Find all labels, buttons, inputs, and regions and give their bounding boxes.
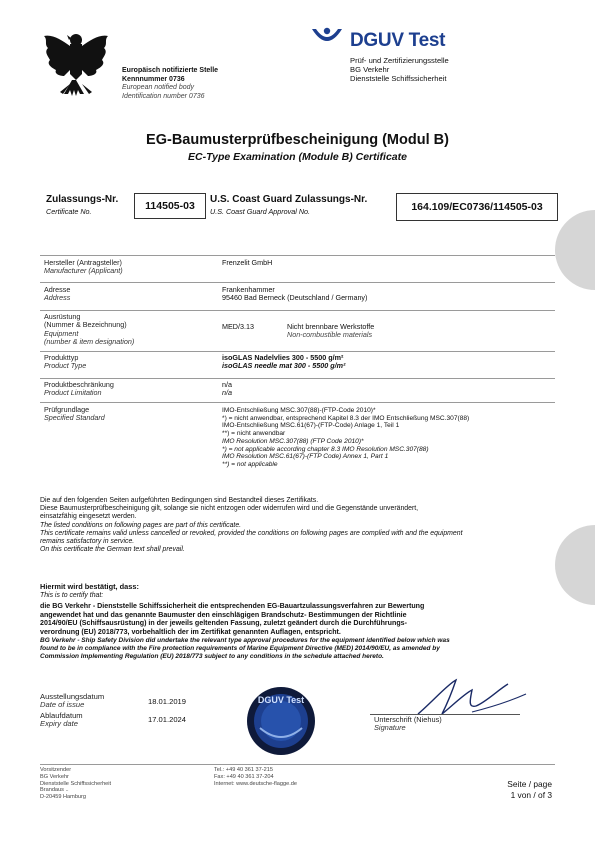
divider <box>40 255 555 256</box>
divider <box>40 402 555 403</box>
test-center-info: Prüf- und Zertifizierungsstelle BG Verkehr Dienststelle Schiffssicherheit <box>350 56 449 84</box>
divider <box>40 378 555 379</box>
divider <box>40 351 555 352</box>
certify-body-en: BG Verkehr - Ship Safety Division did undertake the relevant type approval procedures for the equipment identified below which was found to be in compliance with the Fire protection requirements of Marine Equipment Directive (MED) 2014/90/EU, as amended by Commission Implementing Regulation (EU) 2018/773 subject to any conditions in the schedule attached hereto. <box>40 637 450 661</box>
uscg-label-en: U.S. Coast Guard Approval No. <box>210 207 311 216</box>
certify-body: die BG Verkehr - Dienststelle Schiffssicherheit die entsprechenden EG-Bauartzulassungsverfahren zur Bewertung angewendet hat und das genannte Baumuster den einschlägigen Brandschutz- Bestimmungen der Richtlinie 2014/90/EU (Schiffsausrüstung) in der jeweils geltenden Fassung, zuletzt geändert durch die Durchführungs- verordnung (EU) 2018/773, vorbehaltlich der im Zertifikat genannten Auflagen, entspricht. <box>40 602 425 636</box>
signature-drawing <box>412 672 532 720</box>
product-value: isoGLAS Nadelvlies 300 - 5500 g/m² isoGLAS needle mat 300 - 5500 g/m² <box>222 353 346 371</box>
uscg-number: 164.109/EC0736/114505-03 <box>411 201 543 213</box>
equipment-label: Ausrüstung (Nummer & Bezeichnung) Equipment (number & item designation) <box>44 312 135 347</box>
uscg-number-box <box>396 193 558 221</box>
footer-contact: Tel.: +49 40 361 37-215 Fax: +49 40 361 37-204 Internet: www.deutsche-flagge.de <box>214 767 298 787</box>
certify-heading: Hiermit wird bestätigt, dass: <box>40 582 139 591</box>
issue-label: Ausstellungsdatum Date of issue <box>40 692 105 710</box>
notified-body-de: Europäisch notifizierte Stelle Kennnummer 0736 <box>122 67 219 83</box>
conditions-note: Die auf den folgenden Seiten aufgeführten Bedingungen sind Bestandteil dieses Zertifikats. Diese Baumusterprüfbescheinigung gilt, solange sie nicht entzogen oder widerrufen wird und die Gegenstände unverändert, einsatzfähig eingesetzt werden. The listed conditions on following pages are part of this certificate. This certificate remains valid unless cancelled or revoked, provided the conditions on following pages are complied with and the equipment remains satisfactory in service. On this certificate the German text shall prevail. <box>40 497 463 554</box>
cert-number-box <box>134 193 206 219</box>
manufacturer-label: Hersteller (Antragsteller) Manufacturer (Applicant) <box>44 258 123 276</box>
scan-shadow <box>555 525 595 605</box>
divider <box>40 310 555 311</box>
certify-heading-en: This is to certify that: <box>40 592 104 599</box>
page-subtitle: EC-Type Examination (Module B) Certificate <box>188 151 407 163</box>
page-indicator: Seite / page 1 von / of 3 <box>507 779 552 800</box>
standard-label: Prüfgrundlage Specified Standard <box>44 405 105 423</box>
manufacturer-value: Frenzelit GmbH <box>222 258 273 267</box>
dguv-seal <box>246 686 316 756</box>
cert-label-en: Certificate No. <box>46 207 92 216</box>
footer-divider <box>40 764 555 765</box>
seal-text: DGUV Test <box>257 695 305 705</box>
address-label: Adresse Address <box>44 285 71 303</box>
signature-label: Unterschrift (Niehus) Signature <box>374 715 442 733</box>
issue-date: 18.01.2019 <box>148 697 187 706</box>
cert-label: Zulassungs-Nr. <box>46 194 119 205</box>
standard-values: IMO-Entschließung MSC.307(88)-(FTP-Code 2010)* *) = nicht anwendbar, entsprechend Kapitel 8.3 der IMO Entschließung MSC.307(88) IMO-Entschließung MSC.61(67)-(FTP-Code) Anlage 1, Teil 1 **) = nicht anwendbar IMO Resolution MSC.307(88) (FTP Code 2010)* *) = not applicable according chapter 8.3 IMO Resolution MSC.307(88) IMO Resolution MSC.61(67)-(FTP Code) Annex 1, Part 1 **) = not applicable <box>222 407 470 468</box>
product-label: Produkttyp Product Type <box>44 353 87 371</box>
notified-body-en: European notified body Identification number 0736 <box>122 84 205 100</box>
footer-address: Vorsitzender BG Verkehr Dienststelle Schiffssicherheit Brandaus .. D-20459 Hamburg <box>40 767 112 801</box>
dguv-brand: DGUV Test <box>350 30 446 51</box>
cert-number: 114505-03 <box>145 200 195 212</box>
divider <box>40 282 555 283</box>
limitation-label: Produktbeschränkung Product Limitation <box>44 380 114 398</box>
equipment-value: Nicht brennbare Werkstoffe Non-combustible materials <box>287 322 375 340</box>
scan-shadow <box>555 210 595 290</box>
dguv-logo-icon <box>310 27 344 51</box>
uscg-label: U.S. Coast Guard Zulassungs-Nr. <box>210 194 368 205</box>
expiry-label: Ablaufdatum Expiry date <box>40 711 83 729</box>
equipment-code: MED/3.13 <box>222 322 254 331</box>
expiry-date: 17.01.2024 <box>148 715 187 724</box>
federal-eagle-icon <box>40 26 112 104</box>
page-title: EG-Baumusterprüfbescheinigung (Modul B) <box>146 132 449 148</box>
limitation-value: n/a n/a <box>222 380 232 398</box>
address-value: Frankenhammer 95460 Bad Berneck (Deutschland / Germany) <box>222 285 368 303</box>
